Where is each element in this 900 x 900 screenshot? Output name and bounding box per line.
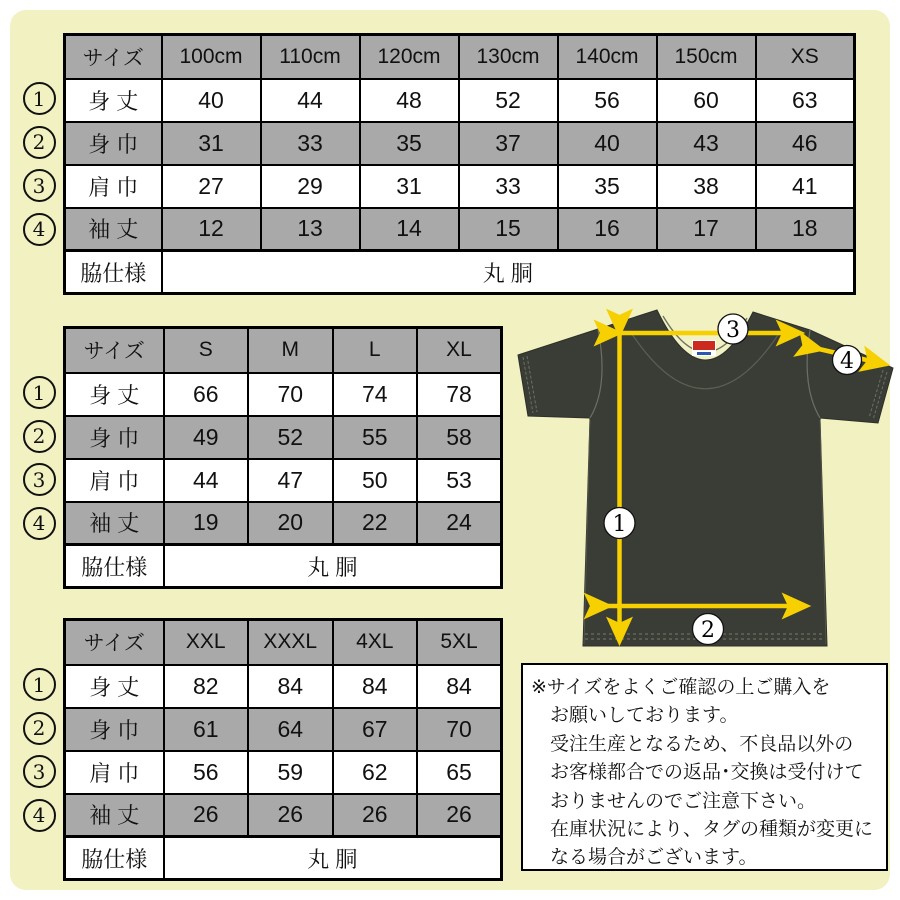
row-number-circle: 1	[23, 82, 56, 115]
measure-value: 31	[162, 122, 261, 165]
table-row	[65, 751, 502, 794]
measure-value: 33	[261, 122, 360, 165]
measure-value: 16	[558, 208, 657, 251]
measure-value: 55	[333, 416, 418, 459]
measure-value: 20	[248, 502, 333, 545]
note-line: 在庫状況により、タグの種類が変更に	[550, 819, 874, 841]
measure-label: 袖 丈	[65, 794, 164, 837]
measure-label: 身 巾	[65, 122, 162, 165]
table-row	[65, 122, 855, 165]
row-number-column	[22, 371, 56, 545]
measure-value: 33	[459, 165, 558, 208]
brand-tag	[692, 340, 716, 356]
table-row	[65, 208, 855, 251]
marker-3-shoulder-width	[718, 314, 748, 344]
measure-value: 29	[261, 165, 360, 208]
note-line: おりませんのでご注意下さい。	[550, 790, 817, 812]
size-table-kids-xs	[63, 33, 856, 295]
measure-value: 61	[164, 708, 249, 751]
measure-value: 40	[162, 79, 261, 122]
measure-value: 26	[248, 794, 333, 837]
measure-value: 44	[164, 459, 249, 502]
tshirt-diagram-svg	[500, 296, 900, 671]
measure-value: 84	[248, 665, 333, 708]
size-table-xxl-5xl	[63, 618, 503, 881]
marker-2-label: 2	[701, 618, 715, 643]
size-column-header: XS	[756, 35, 855, 79]
measure-label: 身 丈	[65, 665, 164, 708]
measure-value: 48	[360, 79, 459, 122]
marker-2-body-width	[693, 614, 724, 645]
table-row	[65, 373, 502, 416]
size-column-header: M	[248, 328, 333, 373]
table-footer-row	[65, 545, 502, 588]
measure-value: 13	[261, 208, 360, 251]
measure-value: 40	[558, 122, 657, 165]
measure-value: 70	[417, 708, 502, 751]
note-line: ※サイズをよくご確認の上ご購入を	[531, 677, 831, 698]
measure-value: 58	[417, 416, 502, 459]
size-column-header: 120cm	[360, 35, 459, 79]
measure-value: 62	[333, 751, 418, 794]
row-number-circle: 1	[23, 376, 56, 409]
note-line: 受注生産となるため、不良品以外の	[550, 733, 854, 755]
measure-label: 肩 巾	[65, 751, 164, 794]
measure-label: 袖 丈	[65, 502, 164, 545]
table-footer-row	[65, 251, 855, 294]
measure-value: 53	[417, 459, 502, 502]
marker-4-sleeve-length	[833, 346, 862, 375]
row-number-circle: 2	[23, 712, 56, 745]
measure-value: 56	[558, 79, 657, 122]
marker-1-body-length	[604, 508, 635, 539]
measure-value: 26	[164, 794, 249, 837]
measure-value: 64	[248, 708, 333, 751]
measure-value: 19	[164, 502, 249, 545]
purchase-note-box	[521, 663, 888, 871]
size-column-header: XXL	[164, 620, 249, 665]
measure-value: 38	[657, 165, 756, 208]
size-column-header: 150cm	[657, 35, 756, 79]
side-spec-label: 脇仕様	[65, 545, 164, 588]
marker-3-label: 3	[726, 318, 740, 343]
measure-value: 17	[657, 208, 756, 251]
measure-label: 肩 巾	[65, 165, 162, 208]
measure-value: 67	[333, 708, 418, 751]
measure-value: 41	[756, 165, 855, 208]
measure-label: 身 巾	[65, 708, 164, 751]
size-column-header: 140cm	[558, 35, 657, 79]
measure-value: 43	[657, 122, 756, 165]
row-number-column	[22, 77, 56, 251]
row-number-circle: 1	[23, 668, 56, 701]
measure-value: 14	[360, 208, 459, 251]
side-spec-label: 脇仕様	[65, 837, 164, 880]
side-spec-label: 脇仕様	[65, 251, 162, 294]
measure-value: 27	[162, 165, 261, 208]
measure-value: 44	[261, 79, 360, 122]
measure-value: 24	[417, 502, 502, 545]
table-row	[65, 79, 855, 122]
measure-value: 50	[333, 459, 418, 502]
measure-value: 60	[657, 79, 756, 122]
size-column-header: XXXL	[248, 620, 333, 665]
measure-value: 82	[164, 665, 249, 708]
measure-value: 78	[417, 373, 502, 416]
note-line: なる場合がございます。	[550, 847, 758, 869]
measure-value: 49	[164, 416, 249, 459]
size-table-s-xl	[63, 326, 503, 589]
table-row	[65, 708, 502, 751]
row-number-circle: 3	[23, 169, 56, 202]
measure-value: 47	[248, 459, 333, 502]
size-header-label: サイズ	[65, 328, 164, 373]
side-spec-value: 丸 胴	[162, 251, 855, 294]
size-header-label: サイズ	[65, 620, 164, 665]
table-row	[65, 459, 502, 502]
measure-value: 35	[360, 122, 459, 165]
measure-value: 74	[333, 373, 418, 416]
measure-value: 52	[248, 416, 333, 459]
measure-value: 35	[558, 165, 657, 208]
measure-label: 肩 巾	[65, 459, 164, 502]
size-column-header: 100cm	[162, 35, 261, 79]
table-row	[65, 416, 502, 459]
measure-value: 46	[756, 122, 855, 165]
measure-value: 63	[756, 79, 855, 122]
size-column-header: S	[164, 328, 249, 373]
size-header-label: サイズ	[65, 35, 162, 79]
row-number-circle: 2	[23, 420, 56, 453]
row-number-column	[22, 663, 56, 837]
measure-value: 70	[248, 373, 333, 416]
measure-value: 26	[333, 794, 418, 837]
row-number-circle: 3	[23, 463, 56, 496]
measure-value: 31	[360, 165, 459, 208]
measure-value: 26	[417, 794, 502, 837]
table-row	[65, 165, 855, 208]
measure-value: 15	[459, 208, 558, 251]
side-spec-value: 丸 胴	[164, 837, 502, 880]
measure-label: 袖 丈	[65, 208, 162, 251]
measure-label: 身 巾	[65, 416, 164, 459]
measure-label: 身 丈	[65, 373, 164, 416]
measure-value: 18	[756, 208, 855, 251]
size-column-header: 5XL	[417, 620, 502, 665]
side-spec-value: 丸 胴	[164, 545, 502, 588]
measure-value: 66	[164, 373, 249, 416]
row-number-circle: 4	[23, 507, 56, 540]
measure-value: 59	[248, 751, 333, 794]
marker-1-label: 1	[612, 512, 627, 537]
tshirt-measurement-diagram	[500, 296, 900, 671]
table-row	[65, 665, 502, 708]
measure-value: 12	[162, 208, 261, 251]
measure-value: 52	[459, 79, 558, 122]
measure-value: 65	[417, 751, 502, 794]
size-table-block-kids-xs	[32, 33, 856, 295]
marker-4-label: 4	[840, 349, 854, 374]
measure-value: 37	[459, 122, 558, 165]
measure-value: 56	[164, 751, 249, 794]
size-column-header: L	[333, 328, 418, 373]
size-table-block-xxl-5xl	[32, 618, 503, 881]
size-column-header: 4XL	[333, 620, 418, 665]
row-number-circle: 4	[23, 213, 56, 246]
size-column-header: 130cm	[459, 35, 558, 79]
measure-value: 84	[333, 665, 418, 708]
table-row	[65, 502, 502, 545]
table-row	[65, 794, 502, 837]
size-column-header: XL	[417, 328, 502, 373]
row-number-circle: 4	[23, 799, 56, 832]
size-column-header: 110cm	[261, 35, 360, 79]
size-table-block-s-xl	[32, 326, 503, 589]
measure-label: 身 丈	[65, 79, 162, 122]
table-footer-row	[65, 837, 502, 880]
row-number-circle: 3	[23, 755, 56, 788]
note-line: お願いしております。	[550, 705, 739, 727]
measure-value: 22	[333, 502, 418, 545]
note-line: お客様都合での返品･交換は受付けて	[550, 762, 864, 784]
row-number-circle: 2	[23, 126, 56, 159]
measure-value: 84	[417, 665, 502, 708]
